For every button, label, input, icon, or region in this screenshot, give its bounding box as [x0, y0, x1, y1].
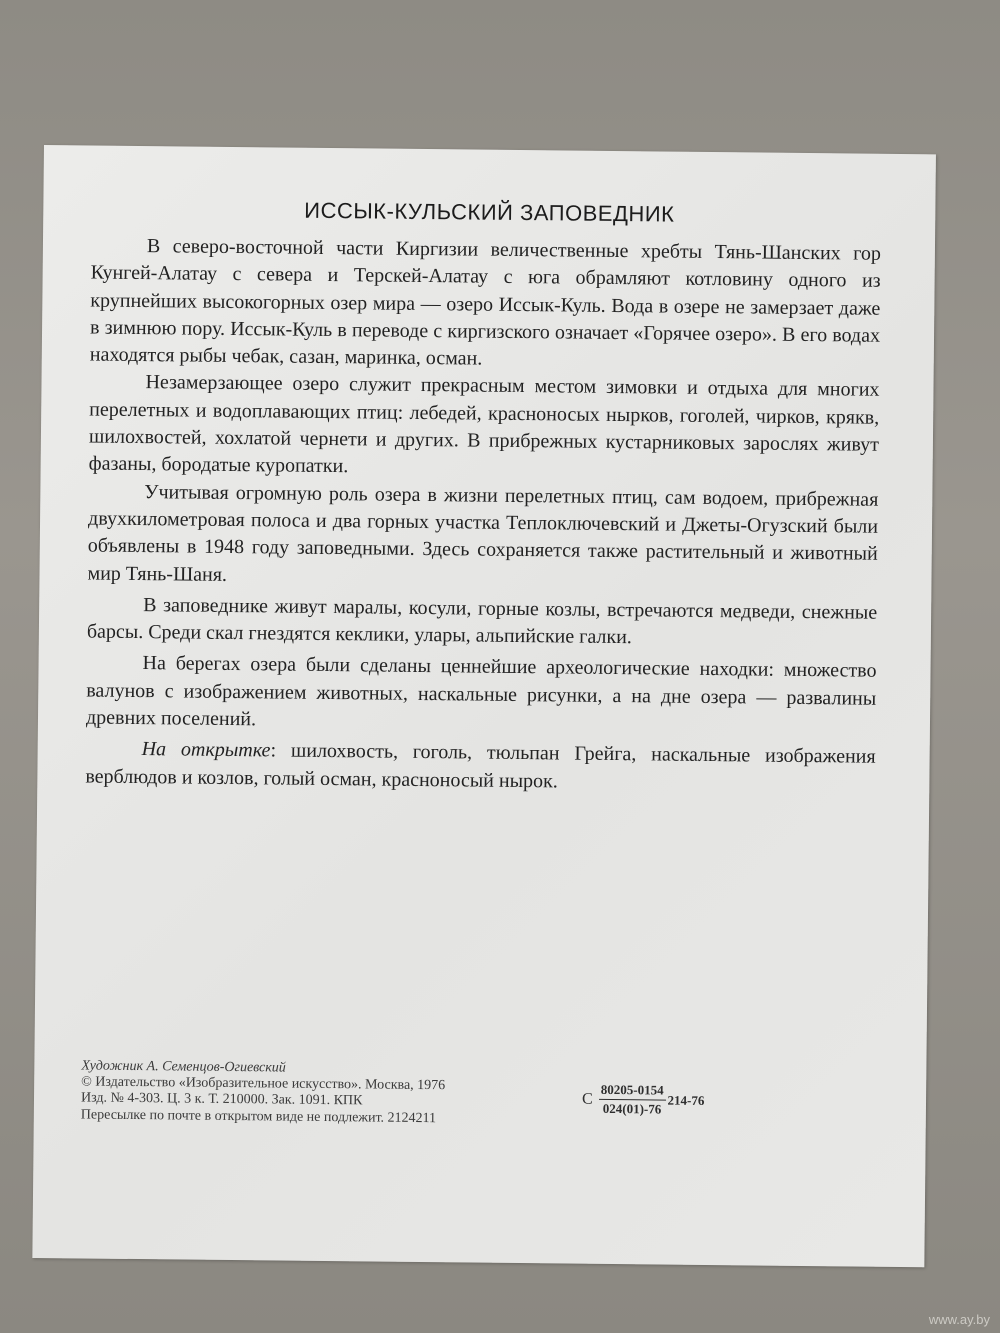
imprint: [81, 1058, 902, 1131]
artist-prefix: Художник: [81, 1058, 144, 1075]
paragraph-5: На берегах озера были сделаны ценнейшие археологические находки: множество валунов с изображением животных, наскальные рисунки, а на дне озера — развалины древних поселений.: [85, 652, 877, 731]
catalog-code-suffix: 214-76: [667, 1092, 705, 1108]
catalog-code-denominator: 024(01)-76: [602, 1100, 662, 1117]
catalog-code: [582, 1082, 705, 1118]
artist-name: А. Семенцов-Огиевский: [146, 1059, 286, 1076]
paragraph-3: Учитывая огромную роль озера в жизни перелетных птиц, сам водоем, прибрежная двухкилометровая полоса и два горных участка Теплоключевский и Джеты-Огузский были объявлены в 1948 году заповедными. Здесь сохраняется также растительный и животный мир Тянь-Шаня.: [87, 480, 879, 586]
paragraph-4: В заповеднике живут маралы, косули, горные козлы, встречаются медведи, снежные барсы. Среди скал гнездятся кеклики, улары, альпийские галки.: [86, 593, 878, 649]
catalog-code-fraction: [599, 1082, 666, 1118]
site-watermark: www.ay.by: [928, 1312, 990, 1327]
catalog-code-letter: С: [581, 1090, 593, 1108]
article-body: [85, 232, 881, 802]
caption-text: : шилохвость, гоголь, тюльпан Грейга, наскальные изображения верблюдов и козлов, голый осман, красноносый нырок.: [85, 739, 876, 793]
catalog-code-numerator: 80205-0154: [599, 1082, 666, 1101]
document-title: ИССЫК-КУЛЬСКИЙ ЗАПОВЕДНИК: [304, 197, 675, 227]
caption-paragraph: [85, 736, 876, 799]
postcard-back: [32, 145, 936, 1267]
paragraph-1: В северо-восточной части Киргизии величественные хребты Тянь-Шанских гор Кунгей-Алатау с севера и Терскей-Алатау с юга обрамляют котловину одного из крупнейших высокогорных озер мира — озеро Иссык-Куль. Вода в озере не замерзает даже в зимнюю пору. Иссык-Куль в переводе с киргизского означает «Горячее озеро». В его водах находятся рыбы чебак, сазан, маринка, осман.: [89, 235, 882, 370]
print-info-line: Изд. № 4-303. Ц. 3 к. Т. 210000. Зак. 1091. КПК: [80, 1090, 363, 1109]
publisher-line: © Издательство «Изобразительное искусство». Москва, 1976: [81, 1074, 446, 1094]
caption-label: На открытке: [141, 738, 271, 762]
paragraph-2: Незамерзающее озеро служит прекрасным местом зимовки и отдыха для многих перелетных и водоплавающих птиц: лебедей, красноносых нырков, гоголей, чирков, крякв, шилохвостей, хохлатой чернети и других. В прибрежных кустарниковых зарослях живут фазаны, бородатые куропатки.: [88, 371, 880, 478]
mail-note-line: Пересылке по почте в открытом виде не подлежит. 2124211: [80, 1107, 437, 1126]
